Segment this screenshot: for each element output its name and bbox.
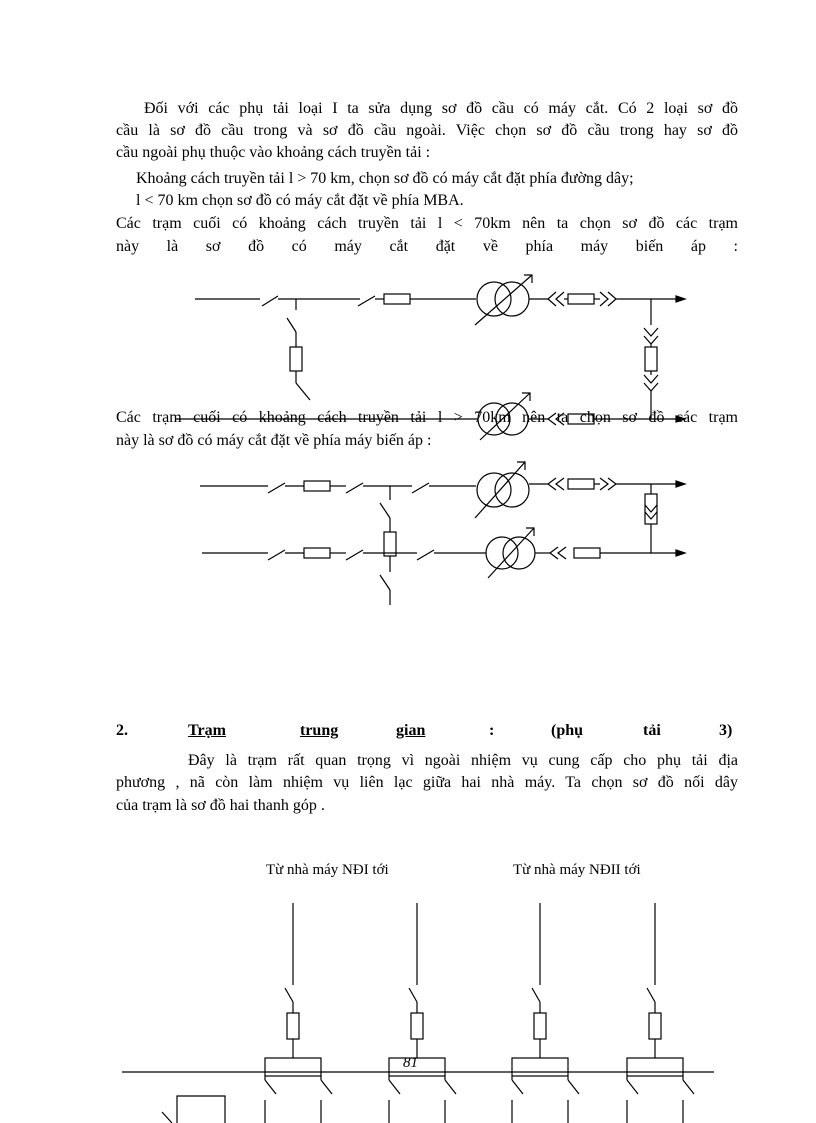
section-number: 2. — [116, 722, 128, 739]
section-2-body-line-3: của trạm là sơ đồ hai thanh góp . — [116, 797, 325, 814]
section-2-heading — [116, 722, 738, 744]
page-number: 81 — [403, 1055, 418, 1071]
section-title-colon: : — [489, 722, 495, 739]
section-2-body-line-1: Đây là trạm rất quan trọng vì ngoài nhiệm vụ cung cấp cho phụ tải địa — [188, 752, 738, 769]
diagram-3-label-right: Từ nhà máy NĐII tới — [513, 862, 641, 878]
case-long-line-2: này là sơ đồ có máy cắt đặt về phía máy biến áp : — [116, 432, 432, 449]
paragraph-1-line-3: cầu ngoài phụ thuộc vào khoảng cách truyền tải : — [116, 144, 431, 161]
paragraph-1-line-2: cầu là sơ đồ cầu trong và sơ đồ cầu ngoài. Việc chọn sơ đồ cầu trong hay sơ đồ — [116, 122, 738, 139]
section-title-word-5: tải — [643, 722, 661, 739]
section-title-word-1: Trạm — [188, 722, 226, 739]
section-2-body-line-2: phương , nã còn làm nhiệm vụ liên lạc giữa hai nhà máy. Ta chọn sơ đồ nối dây — [116, 774, 738, 791]
section-title-word-6: 3) — [719, 722, 733, 739]
section-title-word-4: (phụ — [551, 722, 584, 739]
distance-rule-line-2: l < 70 km chọn sơ đồ có máy cắt đặt về phía MBA. — [136, 192, 464, 209]
paragraph-1-line-1: Đối với các phụ tải loại I ta sửa dụng sơ đồ cầu có máy cắt. Có 2 loại sơ đồ — [144, 100, 738, 117]
diagram-3-double-busbar — [122, 903, 714, 1123]
diagram-3-label-left: Từ nhà máy NĐI tới — [266, 862, 389, 878]
section-title-word-3: gian — [396, 722, 426, 739]
section-title-word-2: trung — [300, 722, 339, 739]
case-short-line-2: này là sơ đồ có máy cắt đặt về phía máy biến áp : — [116, 238, 738, 255]
distance-rule-line-1: Khoảng cách truyền tải l > 70 km, chọn sơ đồ có máy cắt đặt phía đường dây; — [136, 170, 634, 187]
diagram-2-bridge-scheme — [200, 462, 685, 605]
case-long-line-1: Các trạm cuối có khoảng cách truyền tải l > 70km nên ta chọn sơ đồ các trạm — [116, 409, 738, 426]
case-short-line-1: Các trạm cuối có khoảng cách truyền tải l < 70km nên ta chọn sơ đồ các trạm — [116, 215, 738, 232]
